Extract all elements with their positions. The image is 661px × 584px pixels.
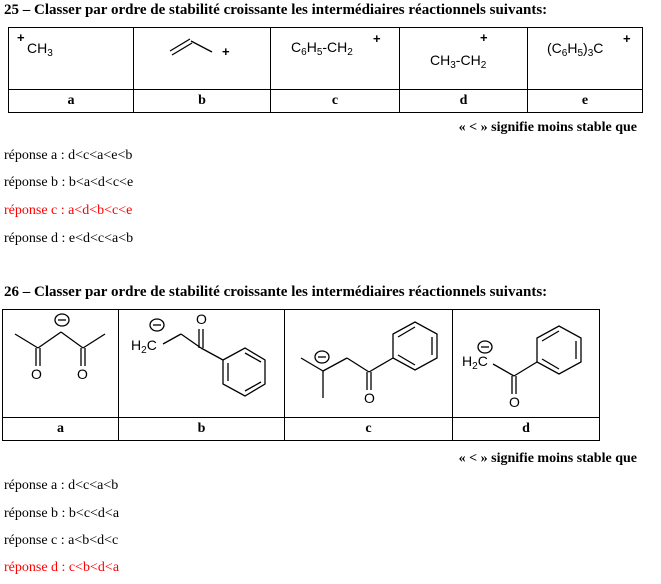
q26-answer-b[interactable]: réponse b : b<c<d<a (4, 506, 120, 521)
q26-title: 26 – Classer par ordre de stabilité croissante les intermédiaires réactionnels suivants: (4, 284, 548, 300)
q25-structure-a (9, 28, 134, 90)
plus-sign: + (222, 44, 230, 59)
q25-answer-b[interactable]: réponse b : b<a<d<c<e (4, 175, 134, 190)
q25-structure-e (528, 28, 643, 90)
q26-label-a: a (3, 418, 119, 441)
q25-table (8, 27, 643, 113)
oxygen-label: O (77, 366, 88, 382)
h2c-label: $H_2C$ (462, 353, 488, 372)
formula-ethyl: $CH_3-CH_2$ (430, 52, 487, 71)
q26-structure-b (119, 310, 285, 418)
formula-ch3: $CH_3$ (27, 40, 53, 59)
q25-legend: « < » signifie moins stable que (458, 120, 637, 135)
h2c-label: $H_2C$ (131, 337, 157, 356)
q25-label-b: b (134, 90, 271, 113)
q25-label-d: d (400, 90, 528, 113)
oxygen-label: O (196, 311, 207, 327)
allyl-cation-drawing (134, 28, 271, 89)
q26-answer-d[interactable]: réponse d : c<b<d<a (4, 560, 120, 575)
q26-answer-c[interactable]: réponse c : a<b<d<c (4, 533, 119, 548)
q25-structure-c (271, 28, 400, 90)
q25-answer-c[interactable]: réponse c : a<d<b<c<e (4, 203, 133, 218)
q25-label-c: c (271, 90, 400, 113)
q26-label-c: c (285, 418, 453, 441)
q25-structure-d (400, 28, 528, 90)
acac-anion-drawing (3, 310, 119, 417)
q25-label-a: a (9, 90, 134, 113)
q26-legend: « < » signifie moins stable que (458, 451, 637, 466)
q25-answer-a[interactable]: réponse a : d<c<a<e<b (4, 148, 133, 163)
plus-sign: + (623, 31, 631, 46)
q26-answer-a[interactable]: réponse a : d<c<a<b (4, 478, 119, 493)
q26-label-d: d (453, 418, 600, 441)
oxygen-label: O (509, 394, 520, 410)
q25-title: 25 – Classer par ordre de stabilité croissante les intermédiaires réactionnels suivants: (4, 2, 548, 18)
plus-sign: + (373, 31, 381, 46)
q26-structure-d (453, 310, 600, 418)
q26-structure-c (285, 310, 453, 418)
q25-label-e: e (528, 90, 643, 113)
q26-label-b: b (119, 418, 285, 441)
formula-benzyl: $C_6H_5-CH_2$ (291, 39, 353, 58)
plus-sign: + (480, 30, 488, 45)
q26-table (2, 309, 600, 441)
oxygen-label: O (31, 366, 42, 382)
oxygen-label: O (364, 390, 375, 406)
q25-structure-b (134, 28, 271, 90)
q25-answer-d[interactable]: réponse d : e<d<c<a<b (4, 231, 134, 246)
formula-trityl: $(C_6H_5)_3C$ (547, 40, 604, 59)
q26-structure-a (3, 310, 119, 418)
plus-sign: + (17, 30, 25, 45)
